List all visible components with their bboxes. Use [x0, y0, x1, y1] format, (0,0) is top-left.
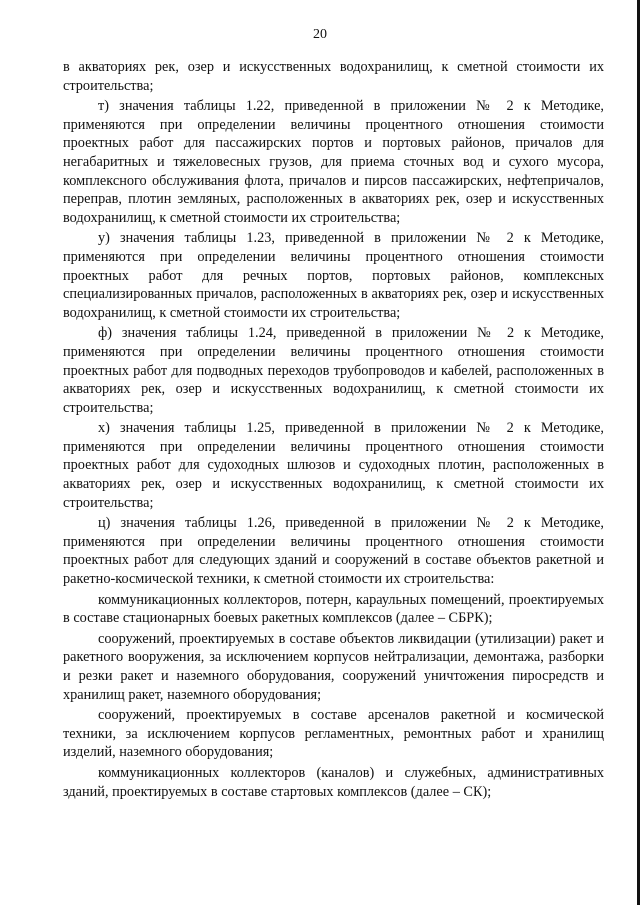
page-number: 20	[313, 27, 327, 42]
paragraph-item-t: т) значения таблицы 1.22, приведенной в приложении № 2 к Методике, применяются при определении величины процентного отношения стоимости проектных работ для пассажирских портов и портовых районов, причалов для негабаритных и тяжеловесных грузов, для приема сточных вод и сухого мусора, комплексного обслуживания флота, причалов и пирсов пассажирских, нефтепричалов, переправ, плотин земляных, расположенных в акваториях рек, озер и искусственных водохранилищ, к сметной стоимости их строительства;	[63, 98, 604, 226]
paragraph-continuation: в акваториях рек, озер и искусственных водохранилищ, к сметной стоимости их строительства;	[63, 59, 604, 94]
sub-item-collectors: коммуникационных коллекторов, потерн, караульных помещений, проектируемых в составе стационарных боевых ракетных комплексов (далее – СБРК);	[63, 591, 604, 627]
sub-item-launch-complexes: коммуникационных коллекторов (каналов) и служебных, административных зданий, проектируемых в составе стартовых комплексов (далее – СК);	[63, 764, 604, 800]
paragraph-item-f: ф) значения таблицы 1.24, приведенной в приложении № 2 к Методике, применяются при определении величины процентного отношения стоимости проектных работ для подводных переходов трубопроводов и кабелей, расположенных в акваториях рек, озер и искусственных водохранилищ, к сметной стоимости их строительства;	[63, 325, 604, 416]
paragraph-item-kh: х) значения таблицы 1.25, приведенной в приложении № 2 к Методике, применяются при определении величины процентного отношения стоимости проектных работ для судоходных шлюзов и судоходных плотин, расположенных в акваториях рек, озер и искусственных водохранилищ, к сметной стоимости их строительства;	[63, 420, 604, 511]
sub-item-liquidation: сооружений, проектируемых в составе объектов ликвидации (утилизации) ракет и ракетного вооружения, за исключением корпусов нейтрализации, демонтажа, разборки и резки ракет и наземного оборудования, сооружений уничтожения пиросредств и хранилищ ракет, наземного оборудования;	[63, 630, 604, 703]
document-body	[63, 58, 604, 803]
sub-item-arsenals: сооружений, проектируемых в составе арсеналов ракетной и космической техники, за исключением корпусов регламентных, ремонтных работ и хранилищ изделий, наземного оборудования;	[63, 707, 604, 761]
paragraph-item-ts: ц) значения таблицы 1.26, приведенной в приложении № 2 к Методике, применяются при определении величины процентного отношения стоимости проектных работ для следующих зданий и сооружений в составе объектов ракетной и ракетно-космической техники, к сметной стоимости их строительства:	[63, 515, 604, 588]
paragraph-item-u: у) значения таблицы 1.23, приведенной в приложении № 2 к Методике, применяются при определении величины процентного отношения стоимости проектных работ для речных портов, портовых районов, комплексных специализированных причалов, расположенных в акваториях рек, озер и искусственных водохранилищ, к сметной стоимости их строительства;	[63, 230, 604, 321]
